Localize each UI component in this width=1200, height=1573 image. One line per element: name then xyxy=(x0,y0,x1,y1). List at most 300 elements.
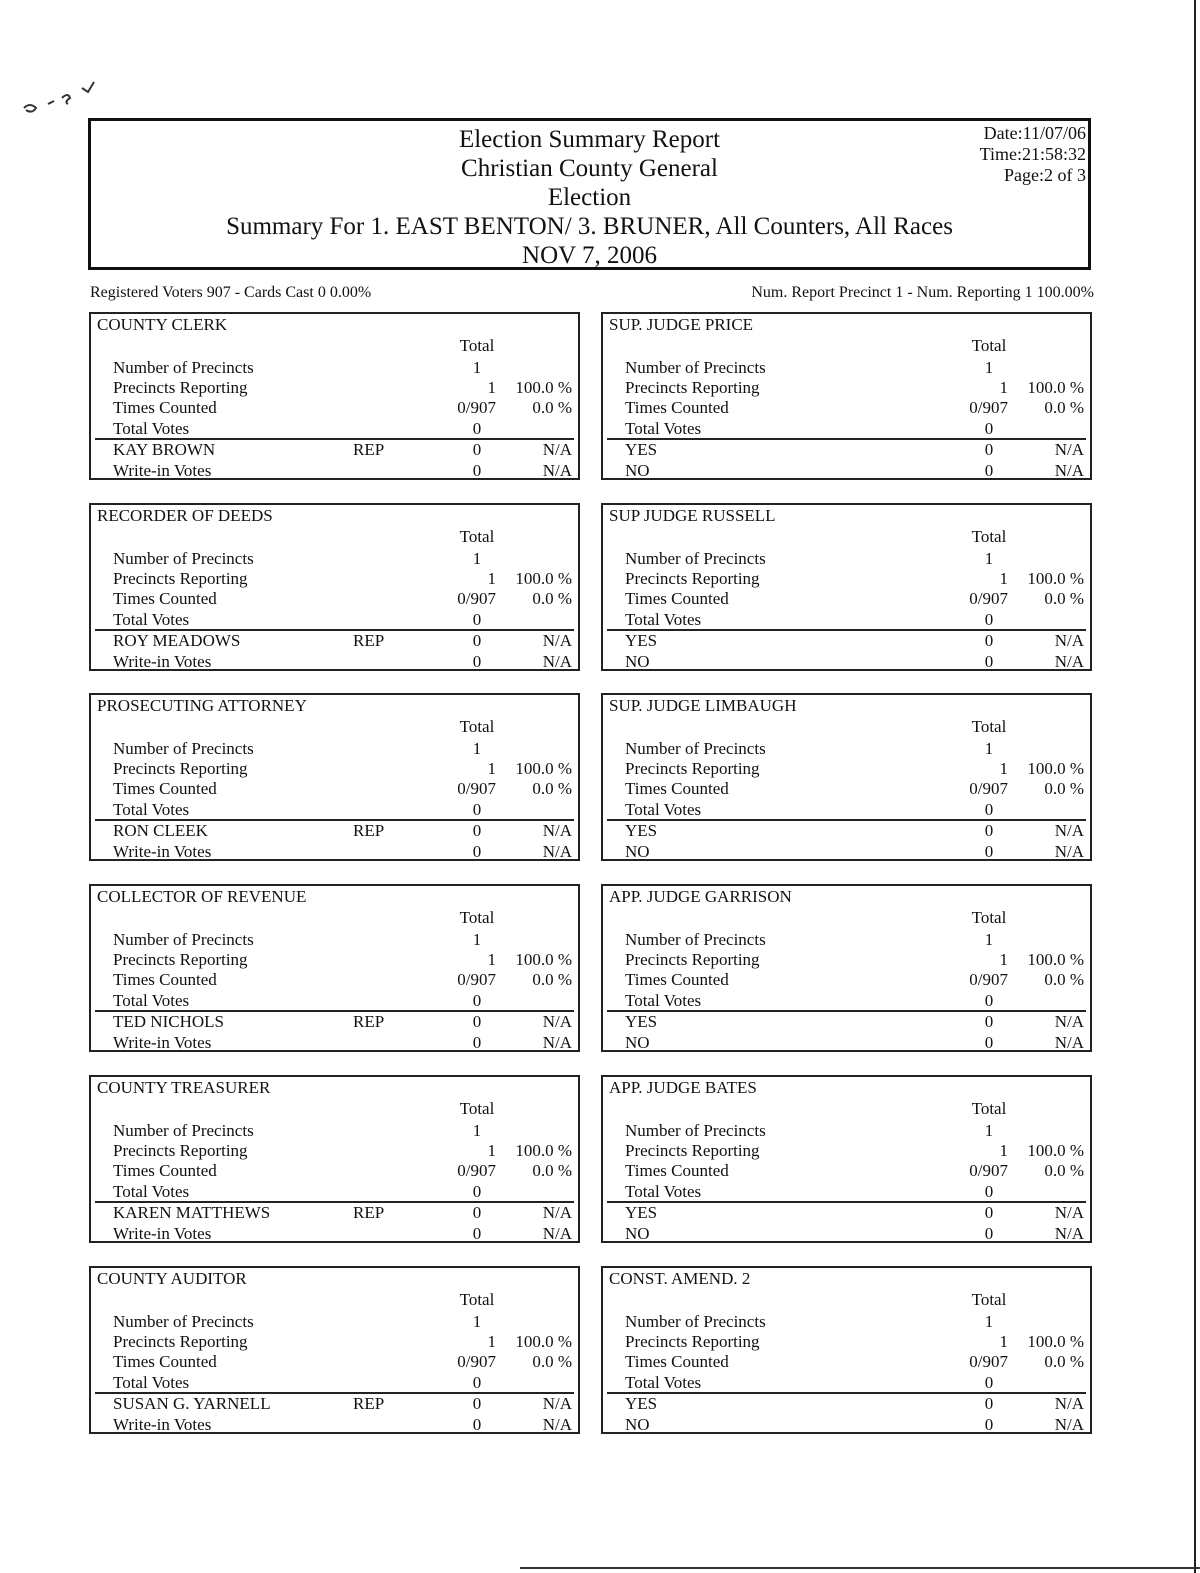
choice-percent: N/A xyxy=(542,461,572,480)
choice-label: NO xyxy=(625,461,650,480)
choice-label: Write-in Votes xyxy=(113,842,212,861)
number-of-precincts-row xyxy=(603,1121,1090,1142)
stat-value: 0 xyxy=(984,610,994,629)
choice-label: Write-in Votes xyxy=(113,1415,212,1434)
stat-label: Number of Precincts xyxy=(625,358,766,377)
stat-label: Times Counted xyxy=(113,398,217,417)
choice-percent: N/A xyxy=(542,652,572,671)
precincts-reporting-row xyxy=(603,950,1090,971)
choice-total: 0 xyxy=(472,461,482,480)
stat-percent: 0.0 % xyxy=(1044,970,1084,989)
total-votes-row xyxy=(603,991,1090,1012)
stat-value: 0/907 xyxy=(969,1352,1008,1371)
stat-label: Number of Precincts xyxy=(113,930,254,949)
choice-percent: N/A xyxy=(542,1203,572,1222)
choice-label: Write-in Votes xyxy=(113,1033,212,1052)
choice-label: NO xyxy=(625,1224,650,1243)
choice-label: ROY MEADOWS xyxy=(113,631,241,650)
stat-label: Number of Precincts xyxy=(625,930,766,949)
precincts-reporting-row xyxy=(91,1141,578,1162)
stat-label: Times Counted xyxy=(625,398,729,417)
choice-total: 0 xyxy=(984,1224,994,1243)
stat-percent: 0.0 % xyxy=(1044,1161,1084,1180)
stat-label: Number of Precincts xyxy=(625,739,766,758)
race-title: COUNTY AUDITOR xyxy=(97,1269,247,1288)
stat-label: Precincts Reporting xyxy=(113,569,248,588)
stat-label: Total Votes xyxy=(113,610,190,629)
choice-label: YES xyxy=(625,1394,658,1413)
stat-percent: 100.0 % xyxy=(1027,378,1084,397)
choice-row xyxy=(603,1394,1090,1415)
report-header xyxy=(88,118,1091,270)
choice-percent: N/A xyxy=(1054,1394,1084,1413)
times-counted-row xyxy=(91,589,578,610)
choice-percent: N/A xyxy=(1054,1033,1084,1052)
stat-value: 0 xyxy=(984,1373,994,1392)
race-box xyxy=(601,312,1092,480)
total-votes-row xyxy=(603,800,1090,821)
stat-label: Times Counted xyxy=(113,1161,217,1180)
stat-value: 0/907 xyxy=(457,589,496,608)
choice-label: TED NICHOLS xyxy=(113,1012,224,1031)
total-column-header: Total xyxy=(971,527,1007,546)
choice-percent: N/A xyxy=(542,1415,572,1434)
party-label: REP xyxy=(353,631,385,650)
stat-label: Precincts Reporting xyxy=(113,950,248,969)
stat-label: Total Votes xyxy=(625,1182,702,1201)
choice-label: KAREN MATTHEWS xyxy=(113,1203,271,1222)
choice-percent: N/A xyxy=(542,1394,572,1413)
number-of-precincts-row xyxy=(91,549,578,570)
report-meta xyxy=(980,123,1086,186)
choice-row xyxy=(603,1012,1090,1033)
stat-value: 1 xyxy=(487,378,496,397)
stat-value: 0/907 xyxy=(969,398,1008,417)
stat-label: Precincts Reporting xyxy=(625,1141,760,1160)
choice-percent: N/A xyxy=(542,1033,572,1052)
choice-percent: N/A xyxy=(1054,842,1084,861)
stat-label: Precincts Reporting xyxy=(113,1141,248,1160)
stat-value: 1 xyxy=(472,739,482,758)
choice-percent: N/A xyxy=(542,821,572,840)
race-box xyxy=(89,312,580,480)
choice-percent: N/A xyxy=(1054,1224,1084,1243)
race-title: PROSECUTING ATTORNEY xyxy=(97,696,307,715)
times-counted-row xyxy=(91,970,578,991)
stat-value: 1 xyxy=(984,358,994,377)
stat-percent: 0.0 % xyxy=(532,589,572,608)
choice-percent: N/A xyxy=(1054,1203,1084,1222)
race-title: APP. JUDGE GARRISON xyxy=(609,887,792,906)
choice-percent: N/A xyxy=(542,842,572,861)
stat-value: 1 xyxy=(999,378,1008,397)
choice-row xyxy=(603,1224,1090,1245)
choice-total: 0 xyxy=(472,1394,482,1413)
party-label: REP xyxy=(353,821,385,840)
title-line-3: Election xyxy=(547,184,632,211)
race-box xyxy=(601,503,1092,671)
choice-label: YES xyxy=(625,631,658,650)
choice-percent: N/A xyxy=(1054,461,1084,480)
choice-row xyxy=(603,842,1090,863)
choice-row xyxy=(91,1033,578,1054)
report-page: Page:2 of 3 xyxy=(1004,165,1086,185)
times-counted-row xyxy=(603,1352,1090,1373)
race-box xyxy=(89,1266,580,1434)
stat-value: 1 xyxy=(999,950,1008,969)
stat-value: 0 xyxy=(472,610,482,629)
stat-value: 0 xyxy=(472,1373,482,1392)
precincts-reporting-row xyxy=(603,569,1090,590)
stat-value: 1 xyxy=(984,739,994,758)
race-box xyxy=(601,1266,1092,1434)
total-column-header: Total xyxy=(459,1099,495,1118)
choice-row xyxy=(603,1415,1090,1436)
number-of-precincts-row xyxy=(91,1121,578,1142)
precincts-reporting-row xyxy=(91,759,578,780)
race-box xyxy=(89,503,580,671)
stat-value: 1 xyxy=(999,1141,1008,1160)
choice-label: Write-in Votes xyxy=(113,1224,212,1243)
choice-percent: N/A xyxy=(1054,440,1084,459)
choice-row xyxy=(91,1224,578,1245)
total-column-header: Total xyxy=(971,908,1007,927)
race-box xyxy=(89,693,580,861)
choice-total: 0 xyxy=(984,1033,994,1052)
stat-label: Total Votes xyxy=(625,610,702,629)
choice-label: NO xyxy=(625,1033,650,1052)
stat-percent: 100.0 % xyxy=(515,1332,572,1351)
race-title: COUNTY TREASURER xyxy=(97,1078,271,1097)
race-box xyxy=(601,1075,1092,1243)
stat-value: 0/907 xyxy=(457,1161,496,1180)
stat-value: 1 xyxy=(999,569,1008,588)
stat-label: Precincts Reporting xyxy=(625,759,760,778)
party-label: REP xyxy=(353,1012,385,1031)
stat-value: 1 xyxy=(984,1121,994,1140)
stat-label: Number of Precincts xyxy=(113,1121,254,1140)
stat-percent: 0.0 % xyxy=(1044,779,1084,798)
stat-value: 0 xyxy=(472,800,482,819)
choice-row xyxy=(603,631,1090,652)
stat-label: Total Votes xyxy=(625,800,702,819)
race-title: APP. JUDGE BATES xyxy=(609,1078,757,1097)
stat-percent: 0.0 % xyxy=(532,970,572,989)
report-date: Date:11/07/06 xyxy=(983,123,1086,143)
stat-label: Precincts Reporting xyxy=(625,569,760,588)
choice-total: 0 xyxy=(984,1012,994,1031)
choice-row xyxy=(603,461,1090,482)
race-box xyxy=(89,884,580,1052)
stat-label: Times Counted xyxy=(625,779,729,798)
stat-label: Total Votes xyxy=(625,1373,702,1392)
stat-percent: 100.0 % xyxy=(1027,569,1084,588)
choice-percent: N/A xyxy=(1054,1415,1084,1434)
choice-total: 0 xyxy=(984,652,994,671)
precincts-reporting-row xyxy=(603,759,1090,780)
precinct-report-summary: Num. Report Precinct 1 - Num. Reporting 1 100.00% xyxy=(751,284,1094,301)
race-title: COLLECTOR OF REVENUE xyxy=(97,887,307,906)
choice-row xyxy=(603,652,1090,673)
stat-label: Total Votes xyxy=(625,991,702,1010)
race-title: SUP. JUDGE PRICE xyxy=(609,315,754,334)
race-title: SUP. JUDGE LIMBAUGH xyxy=(609,696,797,715)
stat-value: 1 xyxy=(472,930,482,949)
times-counted-row xyxy=(603,589,1090,610)
precincts-reporting-row xyxy=(603,1141,1090,1162)
stat-label: Number of Precincts xyxy=(625,1312,766,1331)
number-of-precincts-row xyxy=(603,358,1090,379)
times-counted-row xyxy=(603,1161,1090,1182)
stat-value: 1 xyxy=(487,950,496,969)
choice-total: 0 xyxy=(472,842,482,861)
times-counted-row xyxy=(91,779,578,800)
choice-total: 0 xyxy=(472,821,482,840)
stat-value: 1 xyxy=(472,1312,482,1331)
precincts-reporting-row xyxy=(91,569,578,590)
choice-label: Write-in Votes xyxy=(113,461,212,480)
stat-label: Total Votes xyxy=(113,991,190,1010)
stat-percent: 0.0 % xyxy=(1044,1352,1084,1371)
choice-total: 0 xyxy=(984,842,994,861)
race-title: SUP JUDGE RUSSELL xyxy=(609,506,776,525)
stat-label: Number of Precincts xyxy=(113,739,254,758)
total-column-header: Total xyxy=(971,1290,1007,1309)
stat-label: Number of Precincts xyxy=(113,1312,254,1331)
stat-label: Times Counted xyxy=(113,779,217,798)
total-votes-row xyxy=(91,419,578,440)
stat-label: Precincts Reporting xyxy=(625,378,760,397)
stat-percent: 100.0 % xyxy=(515,569,572,588)
stat-label: Times Counted xyxy=(625,589,729,608)
stat-label: Number of Precincts xyxy=(113,358,254,377)
race-title: CONST. AMEND. 2 xyxy=(609,1269,751,1288)
precincts-reporting-row xyxy=(91,378,578,399)
stat-value: 0/907 xyxy=(457,1352,496,1371)
stat-percent: 0.0 % xyxy=(532,1352,572,1371)
total-votes-row xyxy=(603,1373,1090,1394)
stat-label: Total Votes xyxy=(113,1373,190,1392)
precincts-reporting-row xyxy=(603,378,1090,399)
party-label: REP xyxy=(353,1394,385,1413)
stat-label: Total Votes xyxy=(113,1182,190,1201)
number-of-precincts-row xyxy=(603,1312,1090,1333)
choice-label: YES xyxy=(625,821,658,840)
choice-percent: N/A xyxy=(542,1224,572,1243)
choice-percent: N/A xyxy=(542,631,572,650)
precincts-reporting-row xyxy=(91,950,578,971)
party-label: REP xyxy=(353,440,385,459)
choice-row xyxy=(91,821,578,842)
title-line-1: Election Summary Report xyxy=(458,126,721,153)
number-of-precincts-row xyxy=(91,930,578,951)
choice-row xyxy=(603,1203,1090,1224)
stat-value: 1 xyxy=(487,1141,496,1160)
choice-row xyxy=(91,842,578,863)
race-box xyxy=(601,693,1092,861)
choice-row xyxy=(91,631,578,652)
choice-row xyxy=(603,440,1090,461)
stat-value: 1 xyxy=(984,930,994,949)
total-column-header: Total xyxy=(459,527,495,546)
choice-row xyxy=(91,440,578,461)
stat-value: 0 xyxy=(472,1182,482,1201)
stat-value: 0 xyxy=(472,419,482,438)
stat-value: 1 xyxy=(487,1332,496,1351)
stat-label: Precincts Reporting xyxy=(113,759,248,778)
choice-total: 0 xyxy=(472,631,482,650)
stat-percent: 0.0 % xyxy=(532,1161,572,1180)
total-column-header: Total xyxy=(971,717,1007,736)
choice-percent: N/A xyxy=(1054,631,1084,650)
stat-label: Number of Precincts xyxy=(113,549,254,568)
choice-percent: N/A xyxy=(542,1012,572,1031)
stat-label: Total Votes xyxy=(113,419,190,438)
race-box xyxy=(601,884,1092,1052)
page-bottom-edge xyxy=(520,1567,1200,1569)
stat-value: 1 xyxy=(472,358,482,377)
stat-label: Number of Precincts xyxy=(625,1121,766,1140)
stat-value: 0/907 xyxy=(457,779,496,798)
number-of-precincts-row xyxy=(603,549,1090,570)
stat-value: 0/907 xyxy=(457,970,496,989)
party-label: REP xyxy=(353,1203,385,1222)
total-votes-row xyxy=(603,1182,1090,1203)
choice-percent: N/A xyxy=(542,440,572,459)
stat-percent: 100.0 % xyxy=(515,950,572,969)
stat-percent: 0.0 % xyxy=(1044,589,1084,608)
stat-value: 1 xyxy=(472,1121,482,1140)
total-votes-row xyxy=(603,419,1090,440)
stat-value: 0/907 xyxy=(969,589,1008,608)
choice-row xyxy=(91,461,578,482)
choice-total: 0 xyxy=(472,1224,482,1243)
stat-label: Times Counted xyxy=(625,1352,729,1371)
stat-label: Total Votes xyxy=(625,419,702,438)
number-of-precincts-row xyxy=(91,739,578,760)
stat-value: 0 xyxy=(472,991,482,1010)
stat-percent: 0.0 % xyxy=(532,779,572,798)
stat-value: 0/907 xyxy=(969,779,1008,798)
choice-total: 0 xyxy=(984,1394,994,1413)
choice-row xyxy=(91,1012,578,1033)
stat-value: 1 xyxy=(984,1312,994,1331)
choice-total: 0 xyxy=(984,631,994,650)
stat-percent: 100.0 % xyxy=(1027,1332,1084,1351)
handwritten-mark xyxy=(18,74,108,124)
stat-value: 1 xyxy=(472,549,482,568)
stat-percent: 100.0 % xyxy=(515,759,572,778)
choice-total: 0 xyxy=(984,440,994,459)
stat-label: Times Counted xyxy=(113,1352,217,1371)
election-date: NOV 7, 2006 xyxy=(522,242,657,269)
registered-voters-summary: Registered Voters 907 - Cards Cast 0 0.00% xyxy=(90,284,372,301)
stat-value: 0 xyxy=(984,1182,994,1201)
choice-total: 0 xyxy=(472,1033,482,1052)
choice-label: KAY BROWN xyxy=(113,440,216,459)
times-counted-row xyxy=(603,398,1090,419)
title-line-2: Christian County General xyxy=(461,155,718,182)
stat-label: Times Counted xyxy=(113,589,217,608)
stat-value: 0/907 xyxy=(969,970,1008,989)
stat-percent: 0.0 % xyxy=(1044,398,1084,417)
stat-label: Precincts Reporting xyxy=(625,950,760,969)
times-counted-row xyxy=(91,1161,578,1182)
times-counted-row xyxy=(603,970,1090,991)
number-of-precincts-row xyxy=(603,930,1090,951)
stat-label: Precincts Reporting xyxy=(625,1332,760,1351)
choice-row xyxy=(603,821,1090,842)
choice-label: NO xyxy=(625,1415,650,1434)
stat-percent: 100.0 % xyxy=(1027,1141,1084,1160)
choice-label: NO xyxy=(625,652,650,671)
total-votes-row xyxy=(91,610,578,631)
times-counted-row xyxy=(603,779,1090,800)
choice-total: 0 xyxy=(984,1203,994,1222)
precincts-reporting-row xyxy=(603,1332,1090,1353)
choice-row xyxy=(91,1415,578,1436)
stat-value: 1 xyxy=(487,569,496,588)
total-column-header: Total xyxy=(971,1099,1007,1118)
choice-total: 0 xyxy=(472,1415,482,1434)
stat-label: Precincts Reporting xyxy=(113,378,248,397)
choice-total: 0 xyxy=(472,1203,482,1222)
choice-label: RON CLEEK xyxy=(113,821,208,840)
stat-value: 0 xyxy=(984,800,994,819)
total-column-header: Total xyxy=(459,1290,495,1309)
choice-label: Write-in Votes xyxy=(113,652,212,671)
summary-for: Summary For 1. EAST BENTON/ 3. BRUNER, All Counters, All Races xyxy=(226,213,953,240)
choice-total: 0 xyxy=(984,1415,994,1434)
stat-value: 0/907 xyxy=(457,398,496,417)
total-votes-row xyxy=(91,1182,578,1203)
total-votes-row xyxy=(91,800,578,821)
total-votes-row xyxy=(91,991,578,1012)
stat-value: 1 xyxy=(487,759,496,778)
choice-row xyxy=(91,1394,578,1415)
race-box xyxy=(89,1075,580,1243)
stat-value: 1 xyxy=(984,549,994,568)
stat-value: 0/907 xyxy=(969,1161,1008,1180)
number-of-precincts-row xyxy=(91,358,578,379)
stat-label: Total Votes xyxy=(113,800,190,819)
choice-label: NO xyxy=(625,842,650,861)
choice-row xyxy=(603,1033,1090,1054)
race-title: RECORDER OF DEEDS xyxy=(97,506,273,525)
total-column-header: Total xyxy=(459,908,495,927)
times-counted-row xyxy=(91,398,578,419)
stat-percent: 100.0 % xyxy=(515,378,572,397)
stat-percent: 100.0 % xyxy=(515,1141,572,1160)
choice-percent: N/A xyxy=(1054,1012,1084,1031)
choice-total: 0 xyxy=(472,1012,482,1031)
total-column-header: Total xyxy=(971,336,1007,355)
stat-value: 0 xyxy=(984,419,994,438)
choice-percent: N/A xyxy=(1054,652,1084,671)
report-time: Time:21:58:32 xyxy=(979,144,1086,164)
choice-label: YES xyxy=(625,440,658,459)
stat-value: 1 xyxy=(999,1332,1008,1351)
total-votes-row xyxy=(91,1373,578,1394)
stat-label: Times Counted xyxy=(625,970,729,989)
times-counted-row xyxy=(91,1352,578,1373)
stat-value: 0 xyxy=(984,991,994,1010)
stat-percent: 100.0 % xyxy=(1027,759,1084,778)
choice-label: SUSAN G. YARNELL xyxy=(113,1394,271,1413)
stat-label: Times Counted xyxy=(113,970,217,989)
total-votes-row xyxy=(603,610,1090,631)
number-of-precincts-row xyxy=(91,1312,578,1333)
